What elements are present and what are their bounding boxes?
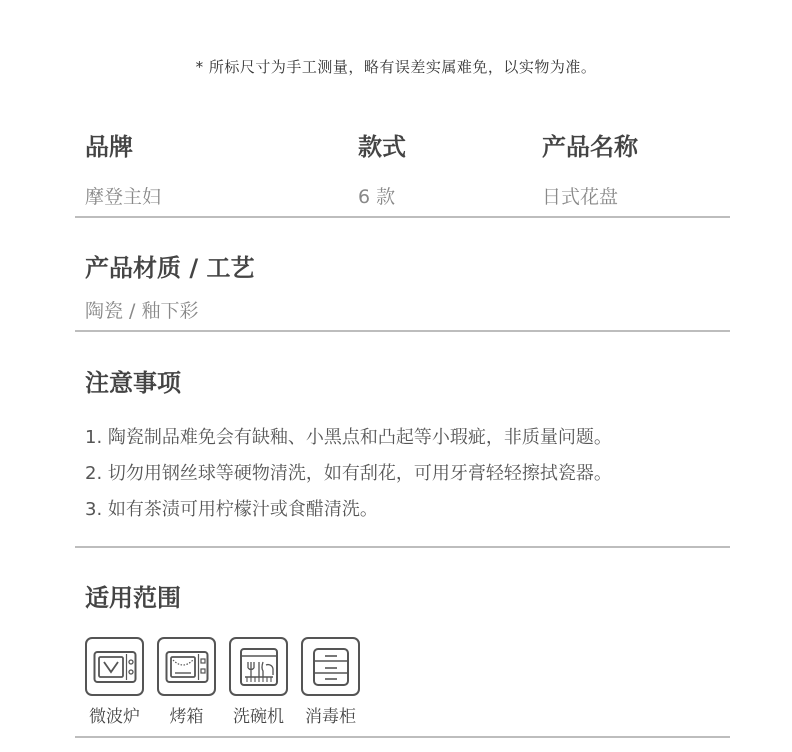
usage-item-label: 洗碗机 [233,707,284,727]
material-title: 产品材质 / 工艺 [85,254,255,282]
measurement-note: * 所标尺寸为手工测量，略有误差实属难免，以实物为准。 [195,58,597,76]
divider [75,216,730,218]
style-label: 款式 [358,133,406,161]
divider [75,546,730,548]
usage-item-label: 微波炉 [89,707,140,727]
style-value: 6 款 [358,186,396,208]
oven-icon [157,637,216,696]
product-name-label: 产品名称 [542,133,638,161]
list-item: 2. 切勿用钢丝球等硬物清洗，如有刮花，可用牙膏轻轻擦拭瓷器。 [85,463,612,484]
brand-label: 品牌 [85,133,133,161]
divider [75,736,730,738]
usage-item-sterilizer [301,637,360,727]
notices-list [85,424,612,532]
list-item: 3. 如有茶渍可用柠檬汁或食醋清洗。 [85,499,378,520]
brand-value: 摩登主妇 [85,186,162,208]
usage-icons [85,637,360,727]
divider [75,330,730,332]
notices-title: 注意事项 [85,369,181,397]
product-name-value: 日式花盘 [542,186,619,208]
material-value: 陶瓷 / 釉下彩 [85,300,199,322]
microwave-icon [85,637,144,696]
sterilizer-cabinet-icon [301,637,360,696]
usage-item-microwave [85,637,144,727]
usage-item-oven [157,637,216,727]
list-item: 1. 陶瓷制品难免会有缺釉、小黑点和凸起等小瑕疵，非质量问题。 [85,427,612,448]
usage-item-dishwasher [229,637,288,727]
usage-item-label: 烤箱 [169,707,204,727]
dishwasher-icon [229,637,288,696]
usage-item-label: 消毒柜 [305,707,356,727]
usage-title: 适用范围 [85,584,181,612]
